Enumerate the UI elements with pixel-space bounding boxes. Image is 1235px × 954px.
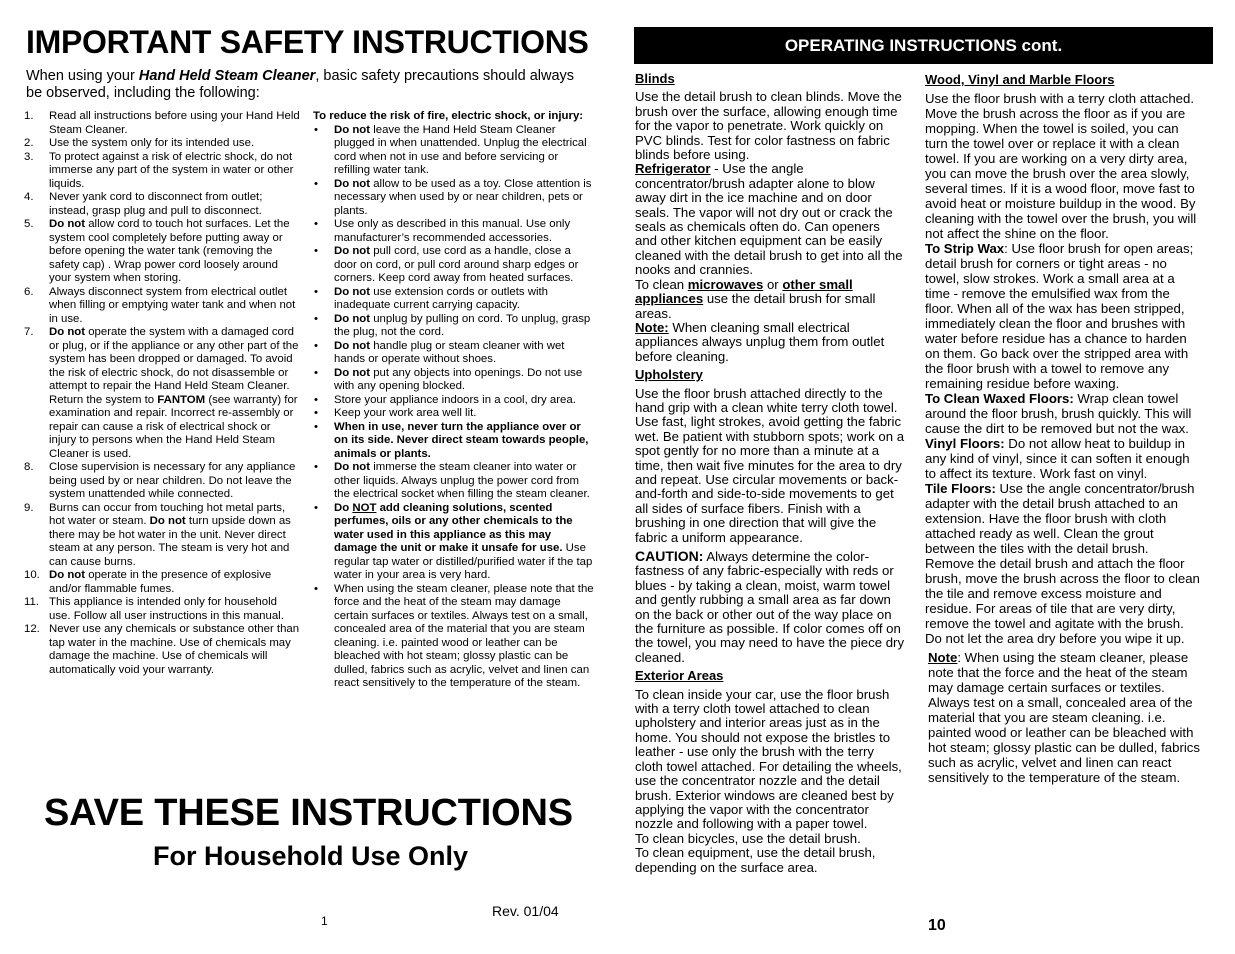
waxed-floors-text: Wrap clean towel around the floor brush, brush quickly. This will cause the dirt to be removed but not the wax. [925, 391, 1192, 436]
rule-item [24, 461, 300, 502]
bullet-icon: • [314, 177, 318, 190]
operating-column-right [925, 72, 1200, 785]
rule-text: allow cord to touch hot surfaces. Let the system cool completely before putting away or before opening the water tank (removing the safety cap) . Wrap power cord loosely around your system when storing. [49, 218, 290, 284]
rule-text [49, 596, 300, 623]
risk-item [313, 407, 596, 421]
caution-label: CAUTION: [635, 548, 704, 564]
risk-bold: Do not [334, 177, 371, 190]
risk-item [313, 502, 596, 583]
rule-item [24, 137, 300, 151]
risk-text [334, 340, 596, 367]
rule-text [49, 191, 300, 218]
rule-item [24, 286, 300, 327]
bullet-icon: • [314, 312, 318, 325]
page-number-left: 1 [321, 914, 328, 928]
risk-text [334, 394, 596, 408]
bullet-icon: • [314, 407, 318, 419]
rule-text [49, 218, 300, 286]
rule-item [24, 110, 300, 137]
risk-text: put any objects into openings. Do not use with any opening blocked. [334, 366, 583, 392]
rule-item [24, 151, 300, 192]
microwaves-label: microwaves [687, 276, 764, 292]
note-label: Note: [635, 319, 669, 335]
rule-text [49, 326, 300, 461]
risk-item [313, 218, 596, 245]
intro-product: Hand Held Steam Cleaner [138, 68, 316, 84]
bullet-icon: • [314, 218, 318, 230]
rule-number: 8. [24, 461, 34, 473]
risk-text [334, 407, 596, 421]
risk-text [334, 218, 596, 245]
risk-text: When using the steam cleaner, please note that the force and the heat of the steam may damage certain surfaces or textiles. Always test on a small, concealed area of the material that you are steam cleaning. i.e. painted wood or leather can be bleached with hot steam; glossy plastic can be dulled, fabrics such as acrylic, velvet and linen can react sensitively to the temperature of the steam. [334, 582, 594, 689]
risk-item [313, 367, 596, 394]
safety-rules-list [24, 110, 300, 677]
rule-item [24, 623, 300, 677]
risk-text [334, 124, 596, 178]
rule-number: 3. [24, 150, 34, 163]
rule-number: 11. [24, 596, 39, 608]
rule-text: operate in the presence of explosive and/or flammable fumes. [49, 569, 272, 595]
rule-bold: Do not [49, 326, 86, 338]
risk-item [313, 583, 596, 691]
risk-text [334, 245, 596, 286]
refrigerator-paragraph [635, 162, 905, 277]
rule-text: Burns can occur from touching hot metal parts, hot water or steam. [49, 501, 286, 527]
bullet-icon: • [314, 420, 318, 433]
bullet-icon: • [314, 582, 318, 595]
page-title: IMPORTANT SAFETY INSTRUCTIONS [26, 24, 589, 60]
risk-text: immerse the steam cleaner into water or other liquids. Always unplug the power cord from the electrical socket when filling the steam cleaner. [334, 461, 590, 500]
rule-text: Never use any chemicals or substance other than tap water in the machine. Use of chemicals may damage the machine. Use of chemicals will automatically void your warranty. [49, 623, 300, 676]
rule-bold2: Do not [149, 515, 186, 527]
rule-item [24, 596, 300, 623]
intro-before: When using your [26, 68, 139, 84]
risk-reduction-list [313, 110, 596, 691]
risk-text: Store your appliance indoors in a cool, dry area. [334, 393, 576, 406]
microwaves-paragraph [635, 278, 905, 321]
risk-bold: Do [334, 501, 353, 514]
rule-number: 9. [24, 501, 34, 514]
rule-text: Never yank cord to disconnect from outlet; instead, grasp plug and pull to disconnect. [49, 191, 263, 217]
rule-item [24, 569, 300, 596]
rule-text: operate the system with a damaged cord or plug, or if the appliance or any other part of the system has been dropped or damaged. To avoid the risk of electric shock, do not disassemble or attempt to repair the Hand Held Steam Cleaner. Return the system to [49, 326, 299, 406]
bicycles-text: To clean bicycles, use the detail brush. [635, 830, 861, 846]
risk-text [334, 461, 596, 502]
intro-after: , basic safety precautions should always be observed, including the following: [26, 68, 575, 101]
risk-item [313, 178, 596, 219]
bullet-icon: • [314, 339, 318, 352]
risk-item [313, 286, 596, 313]
rule-number: 1. [24, 110, 34, 122]
risk-text: Use only as described in this manual. Use only manufacturer’s recommended accessories. [334, 218, 571, 244]
operating-column-left [635, 72, 905, 875]
rule-text [49, 151, 300, 192]
risk-under: NOT [352, 501, 377, 514]
risk-item [313, 124, 596, 178]
risk-bold: Do not [334, 366, 371, 379]
microwaves-post: use the detail brush for small areas. [635, 291, 876, 321]
risk-text: pull cord, use cord as a handle, close a door on cord, or pull cord around sharp edges or corners. Keep cord away from heated surfaces. [334, 245, 579, 284]
household-use-heading: For Household Use Only [153, 841, 469, 871]
risk-bold: Do not [334, 312, 371, 325]
risk-item [313, 394, 596, 408]
risk-text [334, 178, 596, 219]
rule-text: Always disconnect system from electrical outlet when filling or emptying water tank and when not in use. [49, 285, 296, 325]
bullet-icon: • [314, 461, 318, 473]
waxed-floors-label: To Clean Waxed Floors: [925, 391, 1074, 406]
risk-text: allow to be used as a toy. Close attention is necessary when used by or near children, pets or plants. [334, 177, 592, 217]
note-steam-text: : When using the steam cleaner, please note that the force and the heat of the steam may damage certain surfaces or textiles. Always test on a small, concealed area of the material that you are steam cleaning. i.e. painted wood or leather can be bleached with hot steam; glossy plastic can be dulled, fabrics such as acrylic, velvet and linen can react sensitively to the temperature of the steam. [928, 650, 1200, 785]
rule-text: Read all instructions before using your Hand Held Steam Cleaner. [49, 110, 300, 136]
microwaves-pre: To clean [635, 276, 688, 292]
rule-number: 6. [24, 285, 34, 298]
tile-floors-paragraph [925, 481, 1200, 646]
risk-item [313, 421, 596, 462]
upholstery-heading: Upholstery [635, 367, 703, 383]
blinds-text: Use the detail brush to clean blinds. Move the brush over the surface, allowing enough time for the vapor to penetrate. Work quickly on PVC blinds. Test for color fastness on fabric blinds before using. [635, 89, 902, 163]
floors-heading: Wood, Vinyl and Marble Floors [925, 72, 1115, 87]
microwaves-mid: or [763, 276, 783, 292]
risk-item [313, 245, 596, 286]
bullet-icon: • [314, 501, 318, 514]
rule-item [24, 326, 300, 461]
strip-wax-label: To Strip Wax [925, 241, 1005, 256]
rule-text [49, 137, 300, 151]
rule-item [24, 502, 300, 570]
rule-item [24, 191, 300, 218]
rule-number: 7. [24, 326, 34, 338]
upholstery-text: Use the floor brush attached directly to the hand grip with a clean white terry cloth towel. Use fast, light strokes, avoid getting the fabric wet. Be patient with stubborn spots; work on a spot gently for no more than a minute at a time, then wait five minutes for the area to dry and repeat. Use circular movements or back-and-forth and side-to-side movements to get all sides of surface fibers. Finish with a brushing in one direction that will give the fabric a uniform appearance. [635, 385, 905, 545]
strip-wax-paragraph [925, 241, 1200, 391]
vinyl-floors-paragraph [925, 436, 1200, 481]
risk-text: Keep your work area well lit. [334, 407, 477, 419]
equipment-text: To clean equipment, use the detail brush, depending on the surface area. [635, 845, 876, 875]
bullet-icon: • [314, 285, 318, 298]
rule-text: Close supervision is necessary for any appliance being used by or near children. Do not leave the system unattended while connected. [49, 461, 296, 500]
risk-item [313, 340, 596, 367]
risk-text: use extension cords or outlets with inadequate current carrying capacity. [334, 285, 548, 311]
risk-bold: Do not [334, 123, 371, 136]
rule-bold2: FANTOM [157, 393, 206, 406]
rule-number: 5. [24, 218, 34, 230]
floors-text: Use the floor brush with a terry cloth attached. Move the brush across the floor as if you are mopping. When the towel is soiled, you can turn the towel over or replace it with a clean towel. If you are working on a very dirty area, you can move the brush over the area slowly, several times. If it is a wood floor, move fast to avoid heat or moisture buildup in the wood. By cleaning with the towel over the brush, you will not affect the shine on the floor. [925, 91, 1197, 241]
rule-number: 10. [24, 569, 40, 581]
risk-bold: Do not [334, 461, 371, 473]
refrigerator-text: - Use the angle concentrator/brush adapter alone to blow away dirt in the ice machine and on door seals. The vapor will not dry out or crack the seals as chemicals often do. Can openers and other kitchen equipment can be easily cleaned with the detail brush to get into all the nooks and crannies. [635, 161, 903, 278]
rule-bold: Do not [49, 218, 86, 230]
note-steam [925, 650, 1200, 785]
strip-wax-text: : Use floor brush for open areas; detail brush for corners or tight areas - no towel, slow strokes. Work a small area at a time - remove the emulsified wax from the floor. When all of the wax has been stripped, immediately clean the floor and brushes with water before residue has a chance to harden on them. Go back over the stripped area with the floor brush with a towel to remove any remaining residue before waxing. [925, 241, 1194, 391]
waxed-floors-paragraph [925, 391, 1200, 436]
caution-paragraph [635, 549, 905, 665]
risk-item [313, 313, 596, 340]
risk-text [334, 313, 596, 340]
bullet-icon: • [314, 245, 318, 257]
risk-text [334, 583, 596, 691]
rule-text: Use the system only for its intended use. [49, 137, 255, 149]
note-steam-label: Note [928, 650, 958, 665]
exterior-heading: Exterior Areas [635, 668, 724, 684]
bullet-icon: • [314, 123, 318, 136]
tile-floors-text: Use the angle concentrator/brush adapter with the detail brush attached to an extension. Have the floor brush with cloth attached ready as well. Clean the grout between the tiles with the detail brush. Remove the detail brush and attach the floor brush, move the brush across the floor to clean the tile and remove excess moisture and residue. For areas of tile that are very dirty, remove the towel and agitate with the brush. Do not let the area dry before you wipe it up. [925, 481, 1200, 646]
risk-bold: When in use, never turn the appliance over or on its side. Never direct steam towards people, animals or plants. [334, 420, 589, 460]
risk-bold: Do not [334, 285, 371, 298]
risk-text [334, 502, 596, 583]
bullet-icon: • [314, 366, 318, 379]
rule-number: 2. [24, 137, 34, 149]
risk-text: Use regular tap water or distilled/purified water if the tap water in your area is very hard. [334, 542, 593, 581]
risk-reduction-heading: To reduce the risk of fire, electric shock, or injury: [313, 110, 584, 122]
risk-bold: Do not [334, 245, 371, 257]
note-text: When cleaning small electrical appliances always unplug them from outlet before cleaning. [635, 319, 885, 364]
risk-text [334, 367, 596, 394]
rule-item [24, 218, 300, 286]
risk-text [334, 421, 596, 462]
risk-bold: Do not [334, 339, 371, 352]
rule-bold: Do not [49, 569, 86, 581]
risk-reduction-items [313, 124, 596, 691]
bullet-icon: • [314, 393, 318, 406]
blinds-heading: Blinds [635, 71, 675, 86]
small-appliances-label: other small appliances [635, 276, 853, 307]
operating-instructions-banner: OPERATING INSTRUCTIONS cont. [634, 27, 1213, 64]
rule-text [49, 286, 300, 327]
risk-text: leave the Hand Held Steam Cleaner plugged in when unattended. Unplug the electrical cord when not in use and before servicing or refilling water tank. [334, 123, 587, 176]
rule-text2: (see warranty) for examination and repair. Incorrect re-assembly or repair can cause a risk of electrical shock or injury to persons when the Hand Held Steam Cleaner is used. [49, 393, 298, 460]
rule-text: This appliance is intended only for household use. Follow all user instructions in this manual. [49, 596, 284, 622]
rule-number: 4. [24, 191, 34, 203]
rule-text [49, 461, 300, 502]
exterior-text: To clean inside your car, use the floor brush with a terry cloth towel attached to clean upholstery and interior areas just as in the home. You should not expose the bristles to leather - use only the brush with the terry cloth towel attached. For detailing the wheels, use the concentrator nozzle and the detail brush. Exterior windows are cleaned best by applying the vapor with the concentrator nozzle and following with a paper towel. [635, 686, 902, 832]
tile-floors-label: Tile Floors: [925, 481, 996, 496]
refrigerator-heading: Refrigerator [635, 161, 711, 177]
risk-text: handle plug or steam cleaner with wet hands or operate without shoes. [334, 339, 565, 365]
risk-text: unplug by pulling on cord. To unplug, grasp the plug, not the cord. [334, 312, 591, 338]
risk-text [334, 286, 596, 313]
intro-paragraph [26, 68, 586, 102]
vinyl-floors-text: Do not allow heat to buildup in any kind of vinyl, since it can soften it enough to affect its texture. Work fast on vinyl. [925, 436, 1190, 481]
rule-text [49, 569, 300, 596]
rule-text [49, 623, 300, 677]
revision-label: Rev. 01/04 [492, 903, 559, 919]
rule-text: To protect against a risk of electric shock, do not immerse any part of the system in water or other liquids. [49, 150, 294, 190]
risk-bold2: add cleaning solutions, scented perfumes, oils or any other chemicals to the water used in this appliance as this may damage the unit or make it unsafe for use. [334, 501, 573, 554]
vinyl-floors-label: Vinyl Floors: [925, 436, 1005, 451]
rule-text [49, 110, 300, 137]
page-number-right: 10 [928, 917, 946, 934]
risk-item [313, 461, 596, 502]
rule-text2: turn upside down as there may be hot water in the unit. Never direct steam at any person. The steam is very hot and can cause burns. [49, 515, 291, 568]
note-appliances [635, 321, 905, 364]
save-instructions-heading: SAVE THESE INSTRUCTIONS [44, 792, 573, 834]
rule-number: 12. [24, 623, 40, 635]
caution-text: Always determine the color-fastness of any fabric-especially with reds or blues - by taking a clean, moist, warm towel and gently rubbing a small area as far down on the back or other out of the way place on the furniture as possible. If color comes off on the towel, you may need to have the piece dry cleaned. [635, 549, 905, 665]
rule-text [49, 502, 300, 570]
